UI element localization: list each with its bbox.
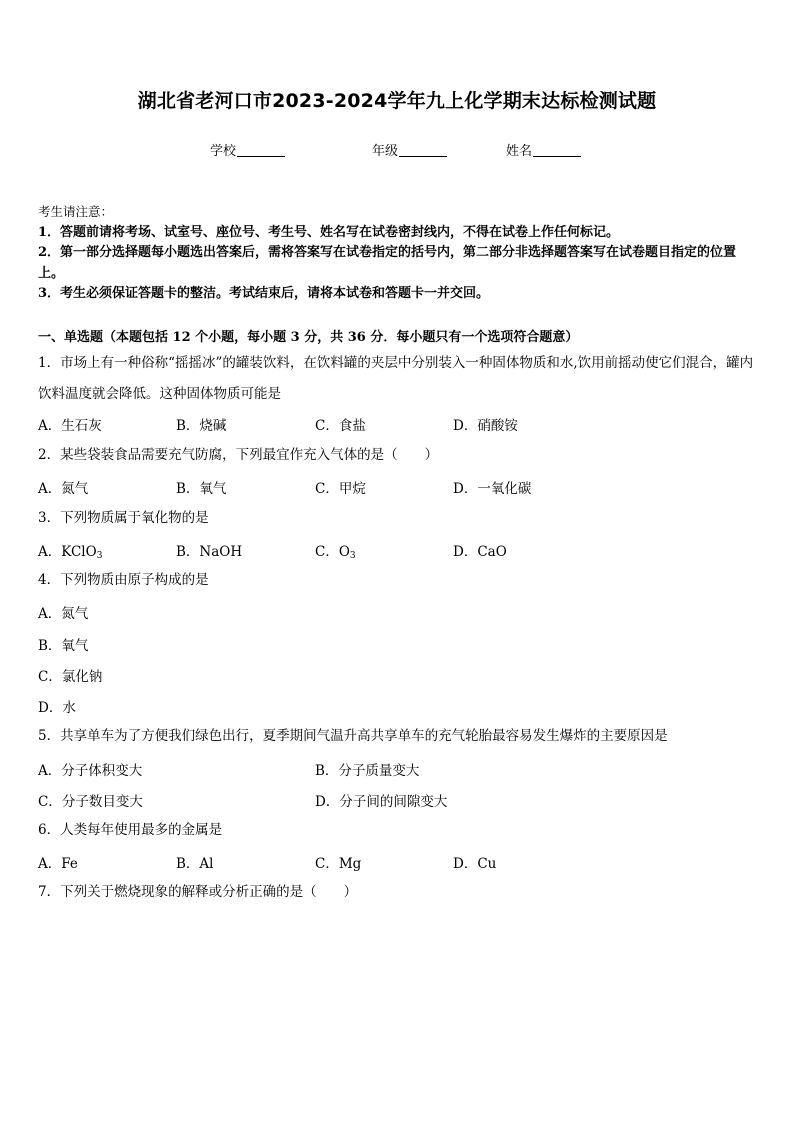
option-row xyxy=(38,414,760,436)
school-blank xyxy=(237,143,285,157)
option-row xyxy=(38,634,760,656)
name-field xyxy=(506,140,581,159)
option-d: D．水 xyxy=(38,700,76,716)
option-row xyxy=(38,790,760,812)
note-item: 2．第一部分选择题每小题选出答案后，需将答案写在试卷指定的括号内，第二部分非选择题答案写在试卷题目指定的位置上。 xyxy=(38,245,737,281)
name-blank xyxy=(533,143,581,157)
option-d: D．硝酸铵 xyxy=(453,418,518,434)
option-a: A．氮气 xyxy=(38,606,89,622)
question-stem: 4．下列物质由原子构成的是 xyxy=(38,572,209,588)
question-stem: 2．某些袋装食品需要充气防腐，下列最宜作充入气体的是（ ） xyxy=(38,447,439,463)
option-d: D．Cu xyxy=(453,856,497,872)
option-row xyxy=(38,696,760,718)
option-c: C．氯化钠 xyxy=(38,669,103,685)
option-a: A．生石灰 xyxy=(38,418,102,434)
option-a: A．分子体积变大 xyxy=(38,763,143,779)
option-b: B．氧气 xyxy=(176,481,227,497)
school-field xyxy=(210,140,285,159)
notes-heading: 考生请注意： xyxy=(38,204,114,219)
student-info-row xyxy=(0,140,794,160)
question-stem: 7．下列关于燃烧现象的解释或分析正确的是（ ） xyxy=(38,884,358,900)
option-row xyxy=(38,477,760,499)
option-a: A．氮气 xyxy=(38,481,89,497)
option-a-text: A．KClO xyxy=(38,544,97,560)
note-item: 3．考生必须保证答题卡的整洁。考试结束后，请将本试卷和答题卡一并交回。 xyxy=(38,286,490,301)
section-title: 一、单选题（本题包括 12 个小题，每小题 3 分，共 36 分．每小题只有一个选项符合题意） xyxy=(38,330,579,345)
option-row xyxy=(38,665,760,687)
grade-blank xyxy=(399,143,447,157)
page-title: 湖北省老河口市2023-2024学年九上化学期末达标检测试题 xyxy=(137,90,657,112)
grade-label: 年级 xyxy=(372,144,399,159)
option-d: D．分子间的间隙变大 xyxy=(315,794,448,810)
option-row xyxy=(38,759,760,781)
option-c: C．食盐 xyxy=(315,418,366,434)
question-stem: 6．人类每年使用最多的金属是 xyxy=(38,822,223,838)
option-c-text: C．O xyxy=(315,544,350,560)
option-a xyxy=(38,540,102,561)
option-row xyxy=(38,852,760,874)
option-c: C．分子数目变大 xyxy=(38,794,143,810)
question-stem: 3．下列物质属于氧化物的是 xyxy=(38,510,209,526)
option-row xyxy=(38,602,760,624)
option-d: D．一氧化碳 xyxy=(453,481,532,497)
option-c: C．Mg xyxy=(315,856,362,872)
grade-field xyxy=(372,140,447,159)
subscript: 3 xyxy=(349,551,356,561)
option-row xyxy=(38,540,760,562)
option-d: D．CaO xyxy=(453,544,507,560)
option-b: B．氧气 xyxy=(38,638,89,654)
option-a: A．Fe xyxy=(38,856,78,872)
exam-notes xyxy=(38,202,760,305)
option-b: B．分子质量变大 xyxy=(315,763,420,779)
option-b: B．烧碱 xyxy=(176,418,227,434)
option-b: B．NaOH xyxy=(176,544,243,560)
option-b: B．Al xyxy=(176,856,214,872)
subscript: 3 xyxy=(96,551,103,561)
note-item: 1．答题前请将考场、试室号、座位号、考生号、姓名写在试卷密封线内，不得在试卷上作任何标记。 xyxy=(38,224,620,240)
question-stem: 5．共享单车为了方便我们绿色出行，夏季期间气温升高共享单车的充气轮胎最容易发生爆炸的主要原因是 xyxy=(38,728,668,744)
name-label: 姓名 xyxy=(506,144,533,159)
school-label: 学校 xyxy=(210,144,237,159)
question-stem: 1．市场上有一种俗称“摇摇冰”的罐装饮料，在饮料罐的夹层中分别装入一种固体物质和水,饮用前摇动使它们混合，罐内饮料温度就会降低。这种固体物质可能是 xyxy=(38,355,754,402)
option-c: C．甲烷 xyxy=(315,481,366,497)
option-c xyxy=(315,540,356,561)
